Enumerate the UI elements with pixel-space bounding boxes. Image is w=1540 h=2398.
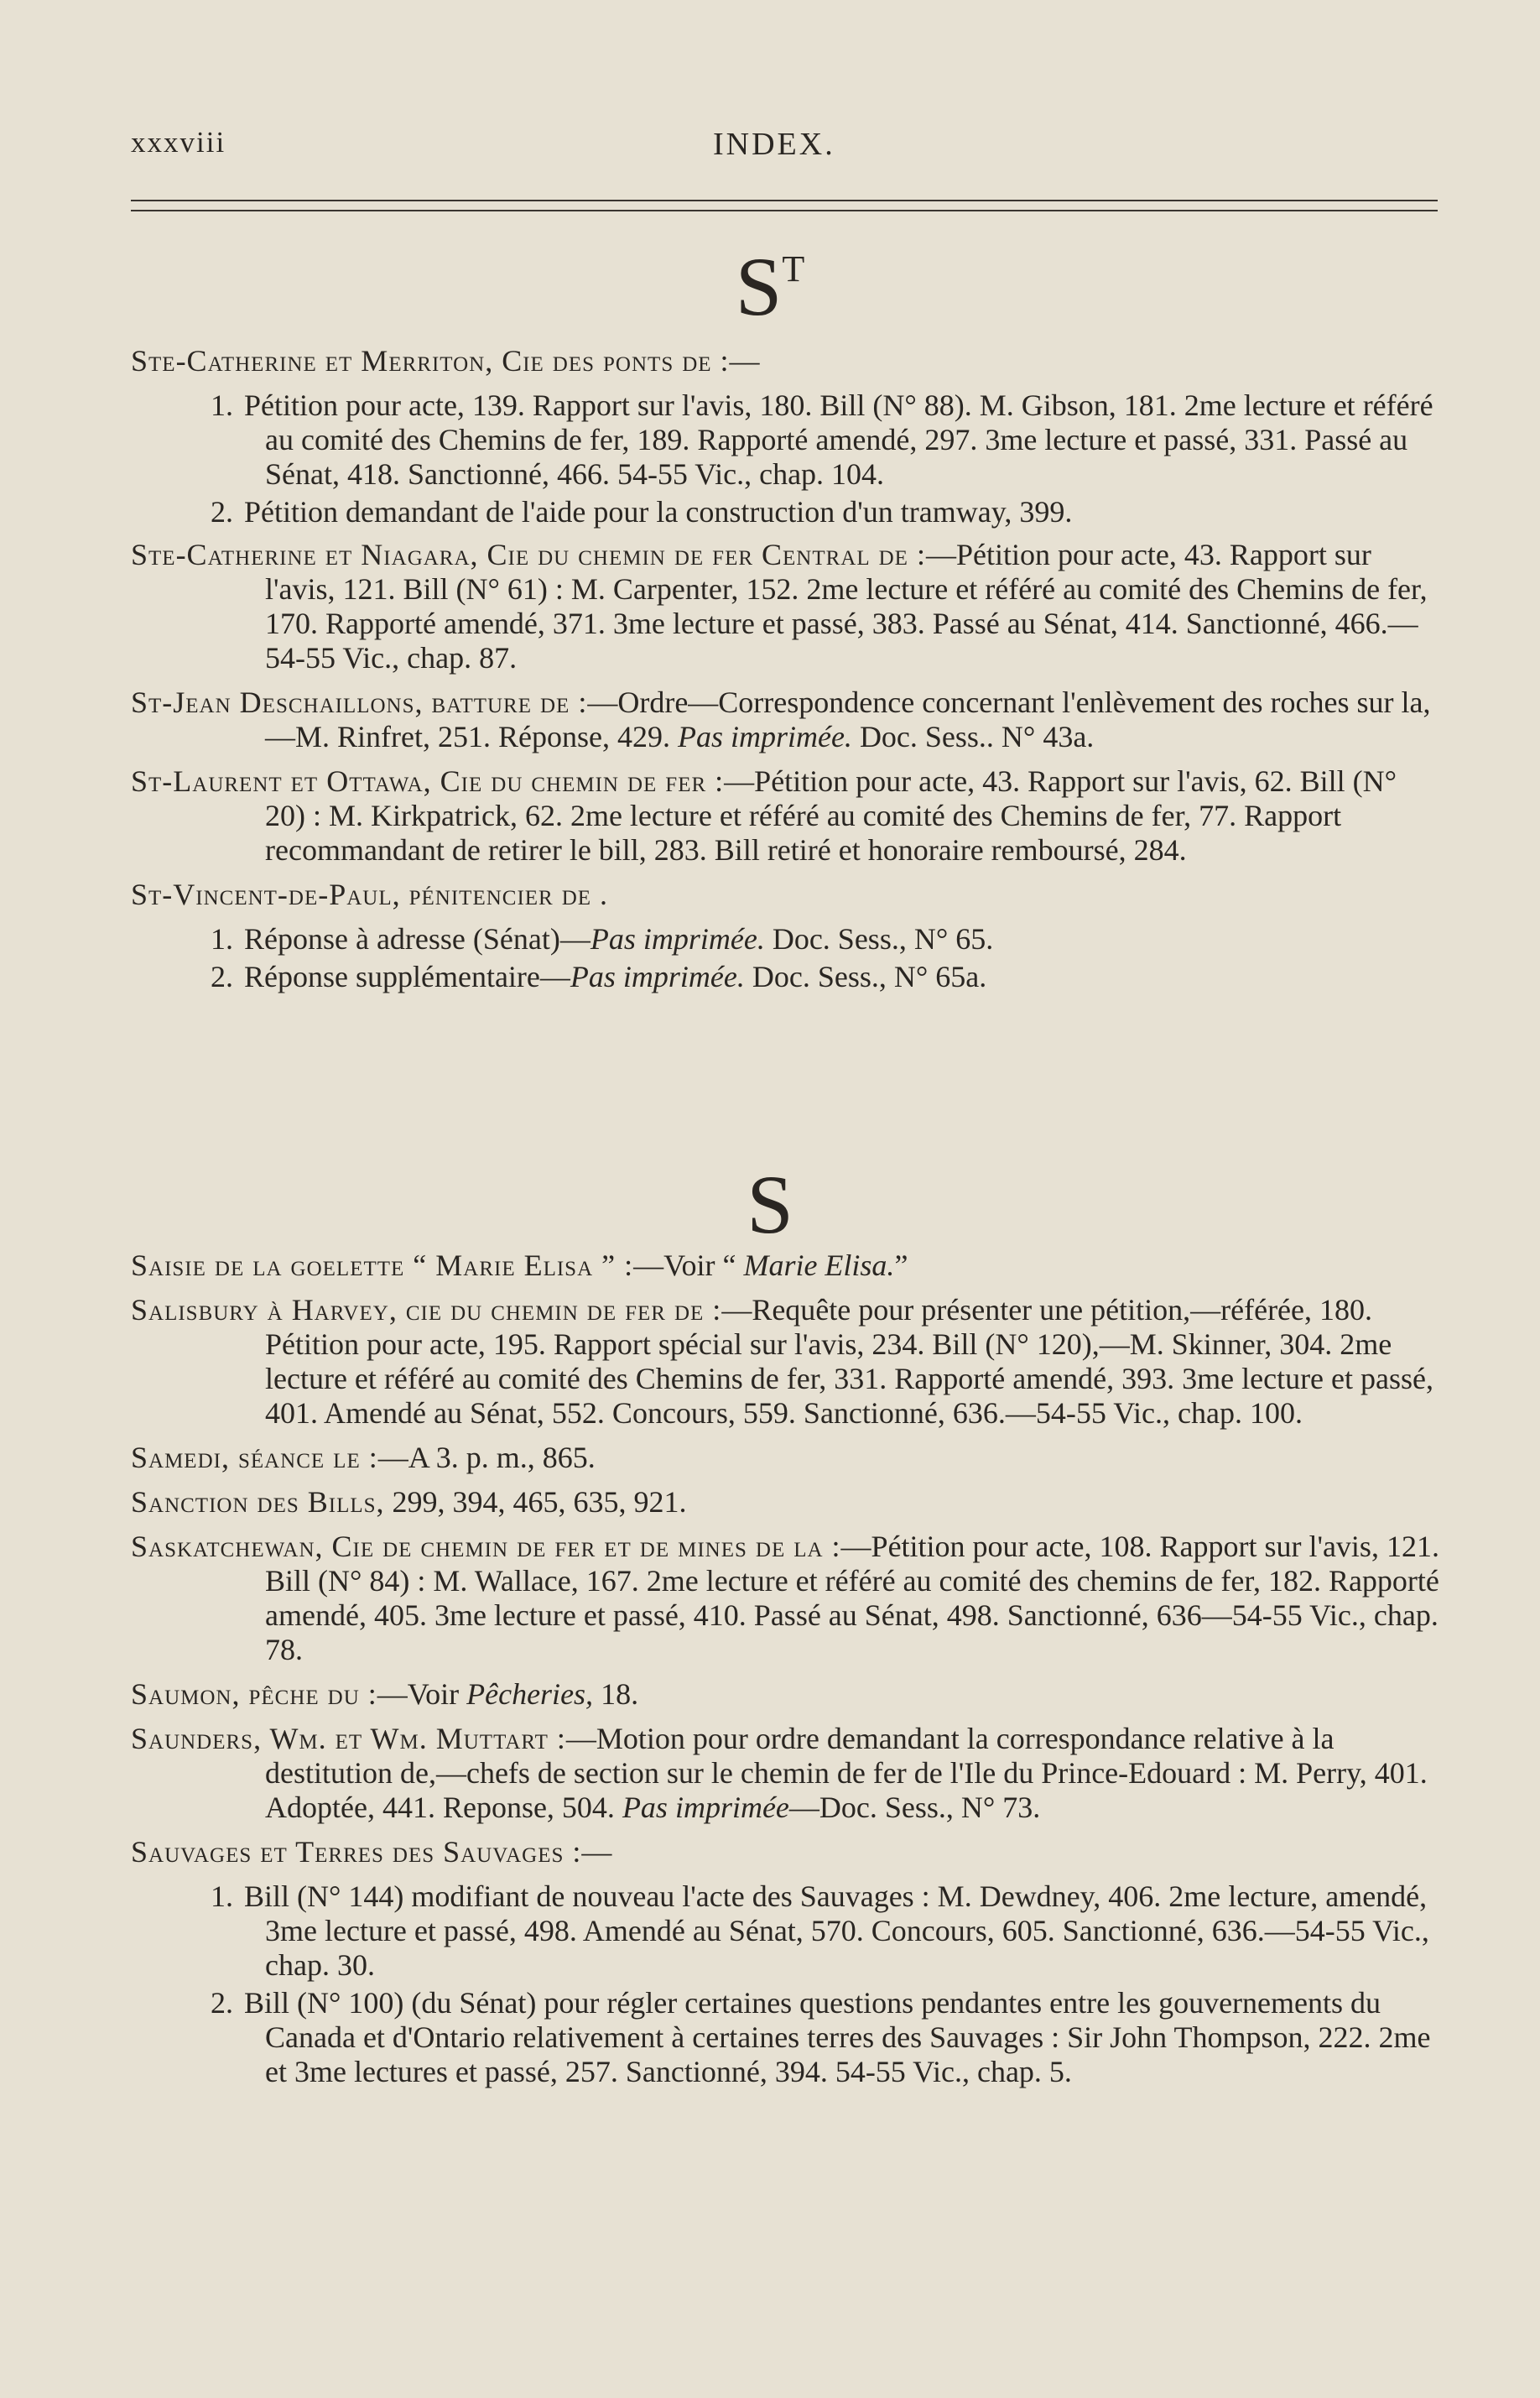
- item-number: 1.: [211, 388, 233, 422]
- entry-italic: Pêcheries,: [466, 1677, 594, 1711]
- entry-text: —A 3. p. m., 865.: [377, 1441, 596, 1474]
- item-text: Bill (N° 144) modifiant de nouveau l'acte des Sauvages : M. Dewdney, 406. 2me lecture, amendé, 3me lecture et passé, 498. Amendé au Sénat, 570. Concours, 605. Sanctionné, 636.—54-55 Vic., chap. 30.: [244, 1879, 1429, 1982]
- page-number: xxxviii: [131, 126, 226, 159]
- index-entry-sanction-bills: [131, 1485, 1439, 1520]
- section-s-entries: [131, 1249, 1439, 2098]
- entry-text: —Pétition pour acte, 108. Rapport sur l'avis, 121. Bill (N° 84) : M. Wallace, 167. 2me lecture et référé au comité des chemins de fer, 182. Rapporté amendé, 405. 3me lecture et passé, 410. Passé au Sénat, 498. Sanctionné, 636—54-55 Vic., chap. 78.: [265, 1530, 1439, 1666]
- index-entry-saunders: [131, 1722, 1439, 1825]
- section-letter-s: [0, 1158, 1540, 1251]
- index-entry-salisbury-harvey: [131, 1293, 1439, 1431]
- header-rule: [131, 200, 1438, 201]
- index-entry-ste-catherine-niagara: [131, 538, 1439, 675]
- item-text: Pétition demandant de l'aide pour la construction d'un tramway, 399.: [244, 495, 1073, 529]
- section-letter: S: [735, 240, 783, 333]
- section-letter-st: [0, 240, 1540, 333]
- header-rule-second: [131, 210, 1438, 211]
- item-italic: Pas imprimée.: [570, 960, 745, 993]
- entry-heading: Saisie de la goelette “ Marie Elisa ” :: [131, 1249, 634, 1282]
- entry-text: —Voir: [377, 1677, 467, 1711]
- entry-heading: Saskatchewan, Cie de chemin de fer et de mines de la :: [131, 1530, 841, 1563]
- index-entry-saskatchewan: [131, 1530, 1439, 1667]
- entry-heading: St-Jean Deschaillons, batture de :: [131, 686, 588, 719]
- index-entry-ste-catherine-merriton: [131, 344, 1439, 378]
- item-number: 1.: [211, 922, 233, 956]
- index-entry-st-vincent-de-paul: [131, 878, 1439, 912]
- item-number: 2.: [211, 960, 233, 993]
- entry-text: —Requête pour présenter une pétition,—référée, 180. Pétition pour acte, 195. Rapport spécial sur l'avis, 234. Bill (N° 120),—M. Skinner, 304. 2me lecture et référé au comité des Chemins de fer, 331. Rapporté amendé, 393. 3me lecture et passé, 401. Amendé au Sénat, 552. Concours, 559. Sanctionné, 636.—54-55 Vic., chap. 100.: [265, 1293, 1433, 1430]
- entry-heading: Saunders, Wm. et Wm. Muttart :: [131, 1722, 566, 1755]
- entry-heading: Samedi, séance le :: [131, 1441, 378, 1474]
- item-text: Pétition pour acte, 139. Rapport sur l'avis, 180. Bill (N° 88). M. Gibson, 181. 2me lecture et référé au comité des Chemins de fer, 189. Rapporté amendé, 297. 3me lecture et passé, 331. Passé au Sénat, 418. Sanctionné, 466. 54-55 Vic., chap. 104.: [244, 388, 1433, 491]
- index-entry-st-laurent-ottawa: [131, 764, 1439, 868]
- index-entry-samedi: [131, 1441, 1439, 1475]
- item-number: 2.: [211, 495, 233, 529]
- entry-italic: Marie Elisa.: [743, 1249, 895, 1282]
- entry-text: —Pétition pour acte, 43. Rapport sur l'avis, 121. Bill (N° 61) : M. Carpenter, 152. 2me lecture et référé au comité des Chemins de fer, 170. Rapporté amendé, 371. 3me lecture et passé, 383. Passé au Sénat, 414. Sanctionné, 466.—54-55 Vic., chap. 87.: [265, 538, 1428, 675]
- entry-item: [131, 495, 1439, 529]
- section-letter-sup: T: [782, 248, 805, 289]
- entry-text: —Ordre—Correspondence concernant l'enlèvement des roches sur la,—M. Rinfret, 251. Réponse, 429.: [265, 686, 1431, 753]
- item-text: Bill (N° 100) (du Sénat) pour régler certaines questions pendantes entre les gouvernements du Canada et d'Ontario relativement à certaines terres des Sauvages : Sir John Thompson, 222. 2me et 3me lectures et passé, 257. Sanctionné, 394. 54-55 Vic., chap. 5.: [244, 1986, 1431, 2088]
- entry-item: [131, 922, 1439, 957]
- entry-item: [131, 1986, 1439, 2089]
- entry-heading: Ste-Catherine et Merriton, Cie des ponts de :—: [131, 344, 761, 378]
- entry-italic: Pas imprimée: [622, 1791, 789, 1824]
- entry-heading: Sauvages et Terres des Sauvages :—: [131, 1835, 613, 1869]
- entry-text: —Motion pour ordre demandant la correspondance relative à la destitution de,—chefs de section sur le chemin de fer de l'Ile du Prince-Edouard : M. Perry, 401. Adoptée, 441. Reponse, 504.: [265, 1722, 1428, 1824]
- index-entry-saumon: [131, 1677, 1439, 1712]
- entry-tail: 18.: [593, 1677, 639, 1711]
- item-tail: Doc. Sess., N° 65.: [764, 922, 994, 956]
- item-number: 1.: [211, 1879, 233, 1913]
- entry-heading: St-Vincent-de-Paul, pénitencier de .: [131, 878, 609, 911]
- entry-text: —Voir “: [633, 1249, 744, 1282]
- entry-tail: —Doc. Sess., N° 73.: [788, 1791, 1041, 1824]
- entry-tail: ”: [894, 1249, 908, 1282]
- index-entry-saisie-goelette: [131, 1249, 1439, 1283]
- entry-tail: Doc. Sess.. N° 43a.: [851, 720, 1095, 753]
- section-st-entries: [131, 344, 1439, 1003]
- entry-heading: Ste-Catherine et Niagara, Cie du chemin de fer Central de :: [131, 538, 926, 571]
- item-number: 2.: [211, 1986, 233, 2020]
- item-tail: Doc. Sess., N° 65a.: [744, 960, 987, 993]
- entry-text: —Pétition pour acte, 43. Rapport sur l'avis, 62. Bill (N° 20) : M. Kirkpatrick, 62. 2me lecture et référé au comité des Chemins de fer, 77. Rapport recommandant de retirer le bill, 283. Bill retiré et honoraire remboursé, 284.: [265, 764, 1397, 867]
- entry-heading: Sanction des Bills,: [131, 1485, 385, 1519]
- entry-item: [131, 388, 1439, 492]
- section-letter: S: [747, 1158, 793, 1251]
- item-italic: Pas imprimée.: [590, 922, 765, 956]
- item-text: Réponse supplémentaire—: [244, 960, 570, 993]
- entry-heading: St-Laurent et Ottawa, Cie du chemin de fer :: [131, 764, 725, 798]
- entry-item: [131, 960, 1439, 994]
- index-entry-sauvages: [131, 1835, 1439, 1869]
- index-entry-st-jean-deschaillons: [131, 686, 1439, 754]
- entry-heading: Saumon, pêche du :: [131, 1677, 377, 1711]
- entry-heading: Salisbury à Harvey, cie du chemin de fer de :: [131, 1293, 722, 1327]
- page-title: INDEX.: [713, 127, 835, 162]
- item-text: Réponse à adresse (Sénat)—: [244, 922, 591, 956]
- entry-italic: Pas imprimée.: [677, 720, 852, 753]
- entry-item: [131, 1879, 1439, 1983]
- entry-text: 299, 394, 465, 635, 921.: [384, 1485, 687, 1519]
